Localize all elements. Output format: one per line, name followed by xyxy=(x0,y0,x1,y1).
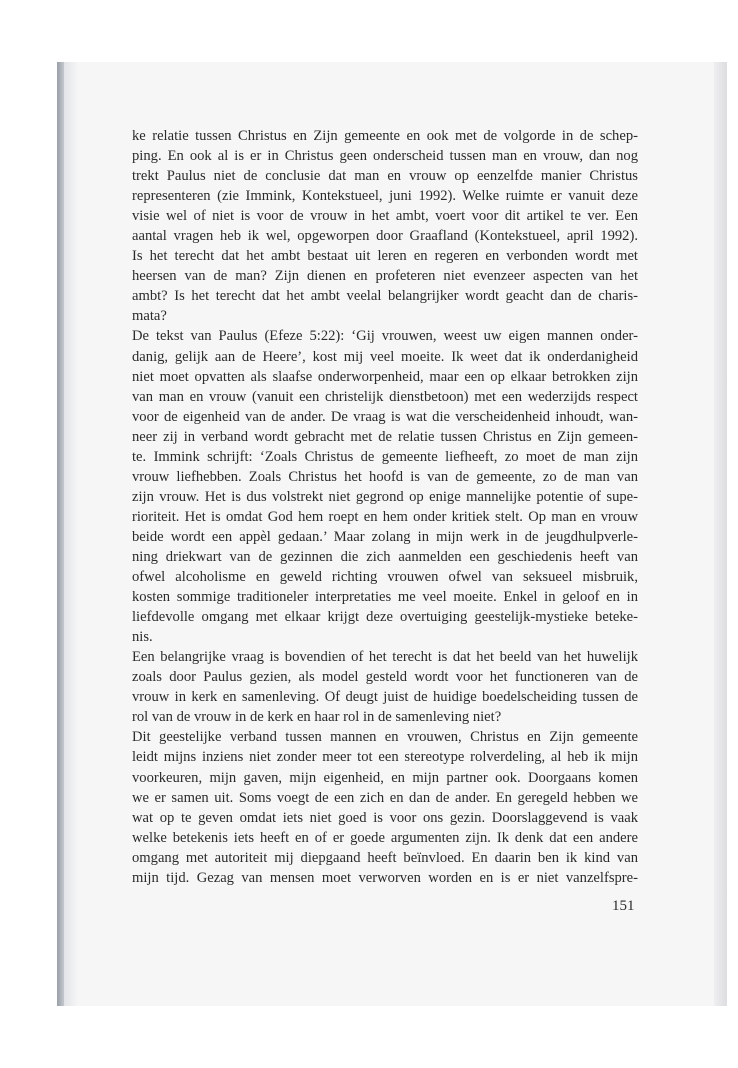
text-line: we er samen uit. Soms voegt de een zich en dan de ander. En geregeld hebben we xyxy=(132,789,638,806)
text-line: wat op te geven omdat iets niet goed is voor ons gezin. Doorslaggevend is vaak xyxy=(132,809,638,826)
text-line: ambt? Is het terecht dat het ambt veelal belangrijker wordt geacht dan de charis- xyxy=(132,288,638,305)
text-line: heersen van de man? Zijn dienen en profeteren niet evenzeer aspecten van het xyxy=(132,268,638,285)
text-line: mijn tijd. Gezag van mensen moet verworven worden en is er niet vanzelfspre- xyxy=(132,869,638,886)
text-line: kosten sommige traditioneler interpretaties me veel moeite. Enkel in geloof en in xyxy=(132,589,638,606)
text-line: omgang met autoriteit mij diepgaand heeft beïnvloed. En daarin ben ik kind van xyxy=(132,849,638,866)
text-line: zijn vrouw. Het is dus volstrekt niet gegrond op enige mannelijke potentie of supe- xyxy=(132,488,638,505)
text-line: voor de eigenheid van de ander. De vraag is wat die verscheidenheid inhoudt, wan- xyxy=(132,408,638,425)
page-number: 151 xyxy=(612,898,635,914)
text-line: welke betekenis iets heeft en of er goede argumenten zijn. Ik denk dat een andere xyxy=(132,829,638,846)
text-line: Dit geestelijke verband tussen mannen en vrouwen, Christus en Zijn gemeente xyxy=(132,729,638,746)
body-text xyxy=(132,126,638,888)
text-line: Een belangrijke vraag is bovendien of het terecht is dat het beeld van het huwelijk xyxy=(132,649,638,666)
text-line: neer zij in verband wordt gebracht met de relatie tussen Christus en Zijn gemeen- xyxy=(132,428,638,445)
text-line: ping. En ook al is er in Christus geen onderscheid tussen man en vrouw, dan nog xyxy=(132,148,638,165)
text-line: mata? xyxy=(132,308,167,325)
text-line: De tekst van Paulus (Efeze 5:22): ‘Gij vrouwen, weest uw eigen mannen onder- xyxy=(132,328,638,345)
text-line: ning driekwart van de gezinnen die zich aanmelden een geschiedenis heeft van xyxy=(132,548,638,565)
text-line: liefdevolle omgang met elkaar krijgt deze overtuiging geestelijk-mystieke beteke- xyxy=(132,609,638,626)
text-line: vrouw liefhebben. Zoals Christus het hoofd is van de gemeente, zo de man van xyxy=(132,468,638,485)
text-line: danig, gelijk aan de Heere’, kost mij veel moeite. Ik weet dat ik onderdanigheid xyxy=(132,348,638,365)
text-line: rol van de vrouw in de kerk en haar rol in de samenleving niet? xyxy=(132,709,502,726)
text-line: ofwel alcoholisme en geweld richting vrouwen ofwel van seksueel misbruik, xyxy=(132,569,638,586)
text-line: te. Immink schrijft: ‘Zoals Christus de gemeente liefheeft, zo moet de man zijn xyxy=(132,448,638,465)
text-line: beide wordt een appèl gedaan.’ Maar zolang in mijn werk in de jeugdhulpverle- xyxy=(132,528,638,545)
text-line: van man en vrouw (vanuit een christelijk dienstbetoon) met een wederzijds respect xyxy=(132,388,638,405)
text-line: leidt mijns inziens niet zonder meer tot een stereotype rolverdeling, al heb ik mijn xyxy=(132,749,638,766)
book-spine-shadow xyxy=(57,62,64,1006)
text-line: ke relatie tussen Christus en Zijn gemeente en ook met de volgorde in de schep- xyxy=(132,128,638,144)
text-line: representeren (zie Immink, Kontekstueel, juni 1992). Welke ruimte er vanuit deze xyxy=(132,188,638,205)
book-gutter xyxy=(64,62,78,1006)
text-line: nis. xyxy=(132,629,153,646)
text-line: trekt Paulus niet de conclusie dat man en vrouw op eenzelfde manier Christus xyxy=(132,168,638,185)
page-edge xyxy=(714,62,727,1006)
text-line: niet moet opvatten als slaafse onderworpenheid, maar een op elkaar betrokken zijn xyxy=(132,368,638,385)
text-line: voorkeuren, mijn gaven, mijn eigenheid, en mijn partner ook. Doorgaans komen xyxy=(132,769,638,786)
text-line: aantal vragen heb ik wel, opgeworpen door Graafland (Kontekstueel, april 1992). xyxy=(132,228,638,245)
text-line: visie wel of niet is voor de vrouw in het ambt, voert voor dit artikel te ver. Een xyxy=(132,208,638,225)
text-line: zoals door Paulus gezien, als model gesteld wordt voor het functioneren van de xyxy=(132,669,638,686)
text-line: rioriteit. Het is omdat God hem roept en hem onder kritiek stelt. Op man en vrouw xyxy=(132,508,638,525)
text-line: Is het terecht dat het ambt bestaat uit leren en regeren en verbonden wordt met xyxy=(132,248,638,265)
text-line: vrouw in kerk en samenleving. Of deugt juist de huidige boedelscheiding tussen de xyxy=(132,689,638,706)
